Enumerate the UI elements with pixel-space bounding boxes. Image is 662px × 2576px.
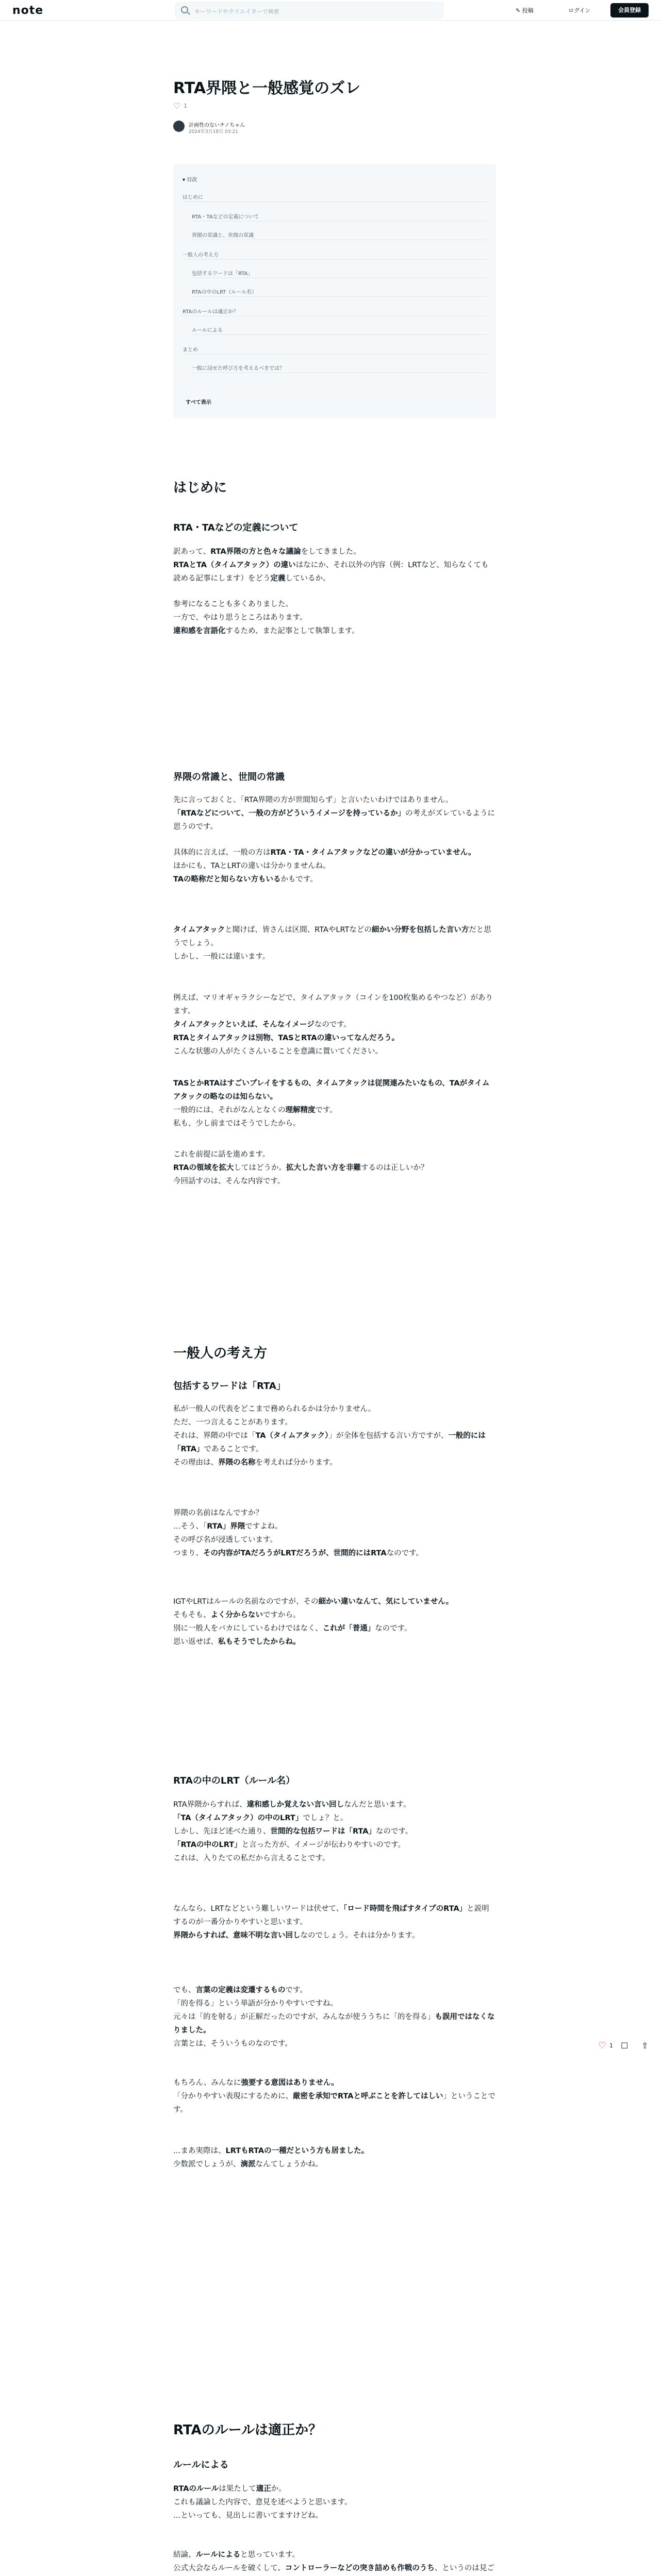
subheading-umbrella: 包括するワードは「RTA」	[173, 1381, 286, 1392]
paragraph: TASとかRTAはすごいプレイをするもの、タイムアタックは従関連みたいなもの、TAがタイムアタックの略なのは知らない。 一般的には、それがなんとなくの理解精度です。 私も、少し前まではそうでしたから。	[173, 1079, 490, 1128]
toc-item[interactable]: 一般に浸せた呼び方を考えるべきでは？	[192, 364, 487, 373]
toc-item[interactable]: 界隈の常識と、世間の常識	[192, 231, 487, 240]
post-label: 投稿	[522, 7, 534, 14]
article-title: RTA界隈と一般感覚のズレ	[173, 79, 361, 97]
section-heading-intro: はじめに	[173, 480, 227, 496]
note-logo[interactable]: note	[12, 4, 44, 17]
search-box[interactable]	[175, 2, 443, 19]
paragraph: 私が一般人の代表をどこまで務められるかは分かりません。 ただ、一つ言えることがあります。 それは、界隈の中では「TA（タイムアタック）」が全体を包括する言い方ですが、一般的には「RTA」であることです。 その理由は、界隈の名称を考えれば分かります。	[173, 1405, 486, 1467]
like-count: 1	[609, 2042, 613, 2049]
paragraph: なんなら、LRTなどという難しいワードは伏せて、「ロード時間を飛ばすタイプのRTA」と説明するのが一番分かりやすいと思います。 界隈からすれば、意味不明な言い回しなのでしょう。それは分かります。	[173, 1905, 489, 1940]
paragraph: これを前提に話を進めます。 RTAの領域を拡大してはどうか。拡大した言い方を非難するのは正しいか？ 今回話すのは、そんな内容です。	[173, 1150, 428, 1185]
site-header	[0, 0, 662, 21]
subheading-lrt: RTAの中のLRT（ルール名）	[173, 1775, 295, 1786]
toc-heading-label: 目次	[187, 177, 197, 183]
toc-heading[interactable]: ▾ 目次	[183, 177, 197, 183]
paragraph: でも、言葉の定義は変遷するものです。 「的を得る」という単語が分かりやすいですね。 元々は「的を射る」が正解だったのですが、みんなが使ううちに「的を得る」も誤用ではなくなりました。 言葉とは、そういうものなのです。	[173, 1986, 495, 2048]
login-button[interactable]: ログイン	[568, 7, 591, 14]
paragraph: 参考になることも多くありました。 一方で、やはり思うところはあります。 違和感を言語化するため、また記事として執筆します。	[173, 600, 359, 635]
like-heart-icon[interactable]: ♡	[598, 2040, 607, 2051]
comment-icon[interactable]: ☐	[621, 2041, 628, 2050]
paragraph: RTAのルールは果たして適正か。 これも議論した内容で、意見を述べようと思います。 …といっても、見出しに書いてますけどね。	[173, 2485, 352, 2520]
signup-button[interactable]: 会員登録	[610, 3, 649, 18]
paragraph: 訳あって、RTA界隈の方と色々な議論をしてきました。 RTAとTA（タイムアタック）の違いはなにか、それ以外の内容（例：LRTなど、知らなくても読める記事にします）をどう定義しているか。	[173, 548, 489, 583]
post-button[interactable]: ✎ 投稿	[516, 7, 534, 14]
subheading-gap: 界隈の常識と、世間の常識	[173, 772, 285, 783]
share-icon[interactable]: ⇧	[641, 2041, 649, 2050]
paragraph: タイムアタックと聞けば、皆さんは区間、RTAやLRTなどの細かい分野を包括した言い方だと思うでしょう。 しかし、一般には違います。	[173, 926, 491, 961]
paragraph: 結論、ルールによると思っています。 公式大会ならルールを破くして、コントローラーなどの突き詰めも作戦のうち、というのは見ご	[173, 2551, 494, 2572]
like-heart-icon[interactable]: ♡	[173, 101, 181, 111]
paragraph: 界隈の名前はなんですか？ …そう、「RTA」界隈ですよね。 その呼び名が浸透しています。 つまり、その内容がTAだろうがLRTだろうが、世間的にはRTAなのです。	[173, 1509, 423, 1557]
search-icon	[181, 6, 188, 13]
paragraph: もちろん、みんなに強要する意図はありません。 「分かりやすい表現にするために、厳密を承知でRTAと呼ぶことを許してはしい」ということです。	[173, 2079, 495, 2114]
toc-item[interactable]: RTAのルールは適正か？	[183, 307, 487, 316]
section-heading-rules: RTAのルールは適正か？	[173, 2422, 322, 2438]
toc-item[interactable]: RTAの中のLRT（ルール名）	[192, 287, 487, 297]
paragraph: IGTやLRTはルールの名前なのですが、その細かい違いなんて、気にしていません。 そもそも、よく分からないですから。 別に一般人をバカにしているわけではなく、これが「普通」なのです。 思い返せば、私もそうでしたからね。	[173, 1598, 454, 1646]
search-placeholder: キーワードやクリエイターで検索	[194, 8, 279, 15]
toc-item[interactable]: RTA・TAなどの定義について	[192, 212, 487, 222]
section-heading-general: 一般人の考え方	[173, 1346, 268, 1361]
author-name[interactable]: 計画性のないチノちゃん	[189, 123, 245, 128]
toc-expand-button[interactable]: すべて表示	[186, 400, 211, 405]
toc-item[interactable]: 包括するワードは「RTA」	[192, 269, 487, 278]
publish-date: 2024年3月18日 03:21	[189, 129, 238, 134]
paragraph: 具体的に言えば、一般の方はRTA・TA・タイムアタックなどの違いが分かっていません。 ほかにも、TAとLRTの違いは分かりませんね。 TAの略称だと知らない方もいるかもです。	[173, 849, 476, 884]
subheading-definitions: RTA・TAなどの定義について	[173, 522, 299, 533]
toc-item[interactable]: はじめに	[183, 193, 487, 202]
toc-item[interactable]: まとめ	[183, 345, 487, 354]
paragraph: RTA界隈からすれば、違和感しか覚えない言い回しなんだと思います。 「TA（タイムアタック）の中のLRT」でしょ？と。 しかし、先ほど述べた通り、世間的な包括ワードは「RTA」なのです。 「RTAの中のLRT」と言った方が、イメージが伝わりやすいのです。 これは、入りたての私だから言えることです。	[173, 1801, 413, 1862]
table-of-contents	[173, 164, 496, 418]
paragraph: 先に言っておくと、「RTA界隈の方が世間知らず」と言いたいわけではありません。 「RTAなどについて、一般の方がどういうイメージを持っているか」の考えがズレているように思うのです。	[173, 796, 495, 831]
toc-item[interactable]: 一般人の考え方	[183, 250, 487, 260]
paragraph: 例えば、マリオギャラクシーなどで、タイムアタック（コインを100枚集めるやつなど）があります。 タイムアタックといえば、そんなイメージなのです。 RTAとタイムアタックは別物、TASとRTAの違いってなんだろう。 こんな状態の人がたくさんいることを意識に置いてください。	[173, 994, 493, 1056]
floating-actions	[598, 2040, 660, 2053]
author-avatar[interactable]	[173, 121, 185, 132]
paragraph: …まあ実際は、LRTもRTAの一種だという方も居ました。 少数派でしょうが、滴派なんてしょうかね。	[173, 2147, 369, 2168]
like-count: 1	[184, 103, 187, 109]
toc-item[interactable]: ルールによる	[192, 326, 487, 335]
subheading-byrule: ルールによる	[173, 2460, 229, 2470]
